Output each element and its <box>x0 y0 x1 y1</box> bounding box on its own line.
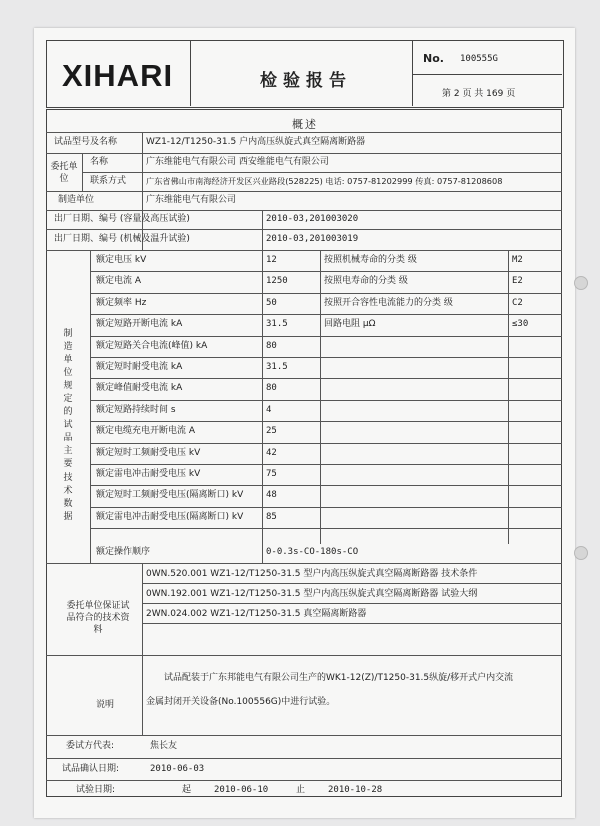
param-name: 额定短路持续时间 s <box>96 404 176 415</box>
docs-label: 委托单位保证试品符合的技术资料 <box>66 601 130 635</box>
param-value: 48 <box>266 490 277 501</box>
param-name: 额定电缆充电开断电流 A <box>96 426 196 437</box>
param-right-name: 回路电阻 μΩ <box>324 319 376 330</box>
row-divider <box>90 528 562 529</box>
param-right-value: E2 <box>512 276 523 287</box>
param-value: 31.5 <box>266 362 288 372</box>
note-line-2: 金属封闭开关设备(No.100556G)中进行试验。 <box>146 697 336 707</box>
report-no-label: No. <box>423 52 444 65</box>
param-name: 额定峰值耐受电流 kA <box>96 383 183 394</box>
row-divider <box>90 421 562 422</box>
confirm-date-value: 2010-06-03 <box>150 764 205 774</box>
param-name: 额定短时工频耐受电压(隔离断口) kV <box>96 490 244 501</box>
client-contact-label: 联系方式 <box>90 176 127 186</box>
header-mid-line <box>412 74 562 75</box>
model-value: WZ1-12/T1250-31.5 户内高压纵旋式真空隔离断路器 <box>146 137 366 147</box>
row-divider <box>90 443 562 444</box>
param-value: 4 <box>266 404 272 415</box>
row-divider <box>90 293 562 294</box>
op-sequence-value: 0-0.3s-CO-180s-CO <box>266 547 359 557</box>
row-divider <box>90 378 562 379</box>
test-date-from-label: 起 <box>182 785 192 795</box>
model-label: 试品型号及名称 <box>54 137 118 147</box>
row-divider <box>90 357 562 358</box>
row-divider <box>90 485 562 486</box>
param-right-name: 按照机械寿命的分类 级 <box>324 255 417 265</box>
ship-date-2-label: 出厂日期、编号 (机械及温升试验) <box>54 234 190 244</box>
op-sequence-label: 额定操作顺序 <box>96 547 151 557</box>
report-no-value: 100555G <box>460 54 498 64</box>
param-value: 31.5 <box>266 319 288 330</box>
row-divider <box>90 336 562 337</box>
param-value: 50 <box>266 297 277 308</box>
row-divider <box>90 314 562 315</box>
confirm-date-label: 试品确认日期: <box>62 764 120 774</box>
test-date-to-label: 止 <box>296 785 306 795</box>
doc-item: 0WN.520.001 WZ1-12/T1250-31.5 型户内高压纵旋式真空隔离断路器 技术条件 <box>146 569 478 579</box>
row-divider <box>90 400 562 401</box>
param-name: 额定电流 A <box>96 276 142 287</box>
param-right-value: ≤30 <box>512 319 529 330</box>
header-divider <box>190 40 191 106</box>
company-logo: XIHARI <box>62 58 174 93</box>
param-name: 额定雷电冲击耐受电压(隔离断口) kV <box>96 511 244 522</box>
param-name: 额定雷电冲击耐受电压 kV <box>96 469 201 479</box>
page-counter: 第 2 页 共 169 页 <box>442 89 516 99</box>
client-rep-label: 委试方代表: <box>66 741 115 751</box>
note-label: 说明 <box>96 700 115 710</box>
param-value: 42 <box>266 447 277 458</box>
section-title: 概述 <box>292 118 318 131</box>
header-divider-right <box>412 40 413 106</box>
doc-item: 2WN.024.002 WZ1-12/T1250-31.5 真空隔离断路器 <box>146 609 367 619</box>
param-value: 25 <box>266 426 277 437</box>
param-name: 额定频率 Hz <box>96 297 147 308</box>
param-name: 额定短时耐受电流 kA <box>96 362 183 372</box>
report-page <box>34 28 575 818</box>
row-divider <box>90 464 562 465</box>
test-date-from-value: 2010-06-10 <box>214 785 269 795</box>
ship-date-2-value: 2010-03,201003019 <box>266 234 359 244</box>
test-date-to-value: 2010-10-28 <box>328 785 383 795</box>
client-name-value: 广东维能电气有限公司 西安维能电气有限公司 <box>146 157 329 167</box>
params-group-label: 制造单位规定的试品主要技术数据 <box>63 329 73 522</box>
param-right-value: C2 <box>512 297 523 308</box>
param-value: 80 <box>266 340 277 351</box>
client-label: 委托单位 <box>50 162 78 184</box>
param-name: 额定电压 kV <box>96 255 147 265</box>
maker-value: 广东维能电气有限公司 <box>146 195 237 205</box>
param-value: 80 <box>266 383 277 394</box>
client-name-label: 名称 <box>90 157 109 167</box>
param-value: 1250 <box>266 276 288 287</box>
client-rep-value: 焦长友 <box>150 741 178 751</box>
row-divider <box>90 271 562 272</box>
note-line-1: 试品配装于广东邦能电气有限公司生产的WK1-12(Z)/T1250-31.5纵旋/移开式户内交流 <box>164 673 514 683</box>
param-value: 85 <box>266 511 277 522</box>
doc-item: 0WN.192.001 WZ1-12/T1250-31.5 型户内高压纵旋式真空隔离断路器 试验大纲 <box>146 589 478 599</box>
param-value: 75 <box>266 469 277 479</box>
report-title: 检验报告 <box>260 71 352 91</box>
ship-date-1-label: 出厂日期、编号 (容量及高压试验) <box>54 214 190 224</box>
param-right-value: M2 <box>512 255 523 265</box>
test-date-label: 试验日期: <box>76 785 116 795</box>
punch-hole <box>574 546 588 560</box>
ship-date-1-value: 2010-03,201003020 <box>266 214 359 224</box>
row-divider <box>90 507 562 508</box>
param-right-name: 按照开合容性电流能力的分类 级 <box>324 297 453 308</box>
param-value: 12 <box>266 255 277 265</box>
param-name: 额定短路开断电流 kA <box>96 319 183 330</box>
param-name: 额定短路关合电流(峰值) kA <box>96 340 208 351</box>
maker-label: 制造单位 <box>58 195 95 205</box>
punch-hole <box>574 276 588 290</box>
client-contact-value: 广东省佛山市南海经济开发区兴业路段(528225) 电话: 0757-81202999 传真: 0757-81208608 <box>146 176 503 186</box>
param-name: 额定短时工频耐受电压 kV <box>96 447 201 458</box>
param-right-name: 按照电寿命的分类 级 <box>324 276 408 287</box>
